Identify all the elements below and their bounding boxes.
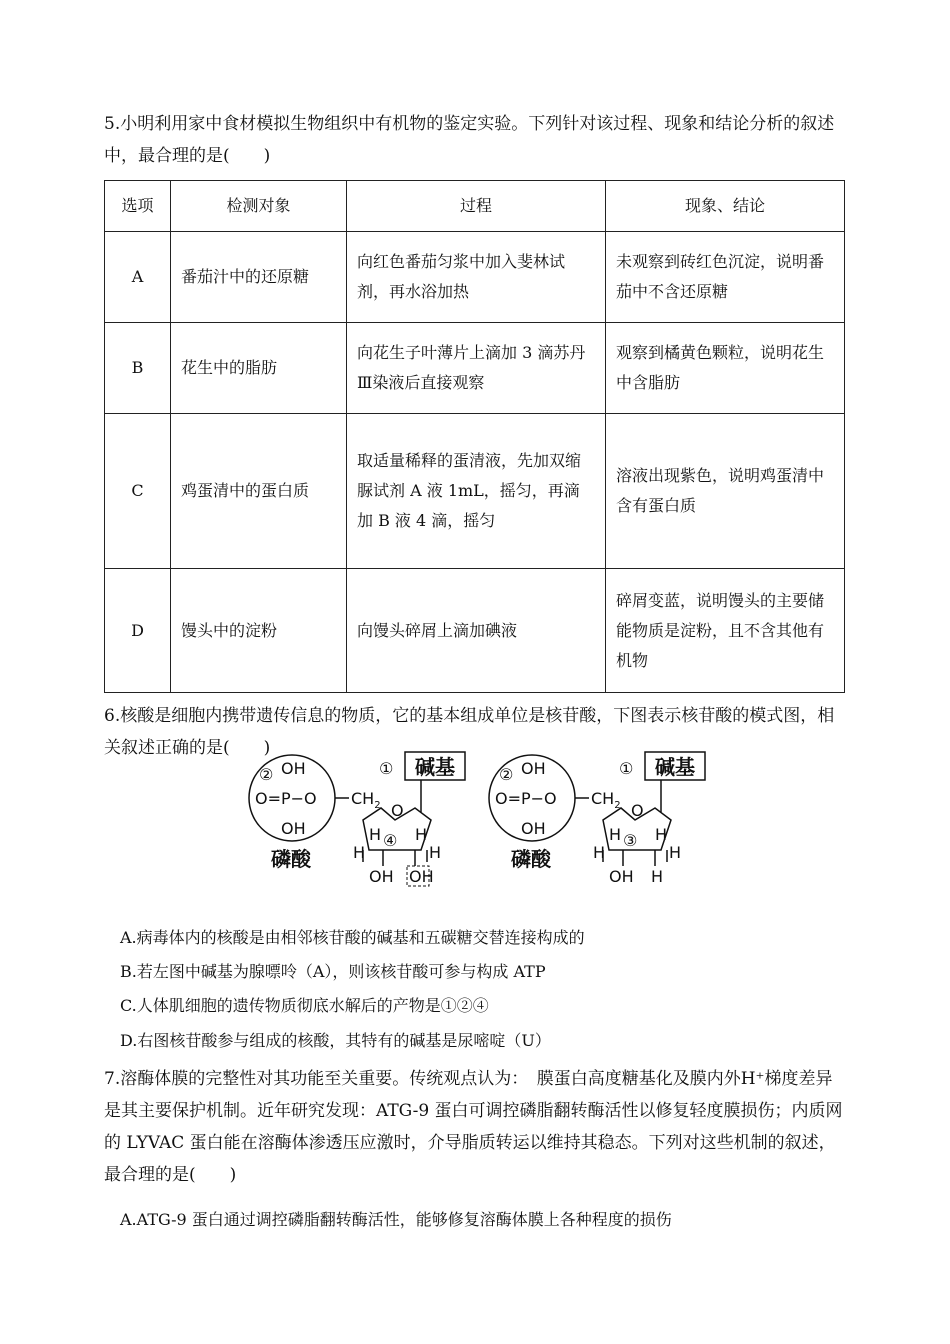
row-object: 馒头中的淀粉 <box>171 569 347 693</box>
row-process: 向馒头碎屑上滴加碘液 <box>347 569 606 693</box>
row-option: D <box>105 569 171 693</box>
row-result: 未观察到砖红色沉淀，说明番茄中不含还原糖 <box>606 232 845 323</box>
label-1: ① <box>379 759 394 778</box>
header-process: 过程 <box>347 181 606 232</box>
nucleotide-diagram <box>245 750 715 890</box>
phosphate-label: 磷酸 <box>511 847 551 871</box>
q7-option-a: A.ATG-9 蛋白通过调控磷脂翻转酶活性，能够修复溶酶体膜上各种程度的损伤 <box>120 1210 672 1229</box>
base-label: 碱基 <box>415 755 455 779</box>
base-label: 碱基 <box>655 755 695 779</box>
h-atom: H <box>593 843 606 862</box>
h-atom: H <box>369 825 382 844</box>
row-result: 碎屑变蓝，说明馒头的主要储能物质是淀粉，且不含其他有机物 <box>606 569 845 693</box>
ch2-group: $CH_2$ <box>351 789 381 811</box>
phos-middle: O=P−O <box>255 789 317 808</box>
phos-oh-top: OH <box>521 759 546 778</box>
oh-group: OH <box>409 867 434 886</box>
h-atom: H <box>669 843 682 862</box>
label-3: ③ <box>623 831 638 850</box>
row-result: 溶液出现紫色，说明鸡蛋清中含有蛋白质 <box>606 414 845 569</box>
table-header-row <box>105 181 845 232</box>
h-atom: H <box>655 825 668 844</box>
q5-table <box>104 180 845 693</box>
table-row <box>105 323 845 414</box>
row-option: B <box>105 323 171 414</box>
label-2: ② <box>259 765 274 784</box>
label-1: ① <box>619 759 634 778</box>
phosphate-label: 磷酸 <box>271 847 311 871</box>
right-nucleotide <box>489 752 705 886</box>
h-atom: H <box>415 825 428 844</box>
ring-oxygen: O <box>631 801 644 820</box>
row-option: C <box>105 414 171 569</box>
phos-middle: O=P−O <box>495 789 557 808</box>
phos-oh-top: OH <box>281 759 306 778</box>
oh-group: OH <box>609 867 634 886</box>
oh-group: OH <box>369 867 394 886</box>
header-result: 现象、结论 <box>606 181 845 232</box>
ring-oxygen: O <box>391 801 404 820</box>
row-process: 向红色番茄匀浆中加入斐林试剂，再水浴加热 <box>347 232 606 323</box>
q7-stem: 7.溶酶体膜的完整性对其功能至关重要。传统观点认为： 膜蛋白高度糖基化及膜内外H⁺梯度差异是其主要保护机制。近年研究发现：ATG-9 蛋白可调控磷脂翻转酶活性以修复轻度膜损伤；内质网的 LYVAC 蛋白能在溶酶体渗透压应激时，介导脂质转运以维持其稳态。下列对这些机制的叙述，最合理的是( ) <box>104 1069 843 1185</box>
phos-oh-bottom: OH <box>521 819 546 838</box>
row-object: 鸡蛋清中的蛋白质 <box>171 414 347 569</box>
h-atom: H <box>429 843 442 862</box>
row-object: 花生中的脂肪 <box>171 323 347 414</box>
row-object: 番茄汁中的还原糖 <box>171 232 347 323</box>
q5-stem: 5.小明利用家中食材模拟生物组织中有机物的鉴定实验。下列针对该过程、现象和结论分析的叙述中，最合理的是( ) <box>104 114 835 166</box>
phos-oh-bottom: OH <box>281 819 306 838</box>
left-nucleotide <box>249 752 465 886</box>
label-4: ④ <box>383 831 398 850</box>
row-option: A <box>105 232 171 323</box>
row-process: 取适量稀释的蛋清液，先加双缩脲试剂 A 液 1mL，摇匀，再滴加 B 液 4 滴，摇匀 <box>347 414 606 569</box>
ch2-group: $CH_2$ <box>591 789 621 811</box>
q6-option-b: B.若左图中碱基为腺嘌呤（A），则该核苷酸可参与构成 ATP <box>120 962 546 981</box>
h-atom: H <box>651 867 664 886</box>
header-option: 选项 <box>105 181 171 232</box>
table-row <box>105 232 845 323</box>
row-process: 向花生子叶薄片上滴加 3 滴苏丹Ⅲ染液后直接观察 <box>347 323 606 414</box>
q6-stem: 6.核酸是细胞内携带遗传信息的物质，它的基本组成单位是核苷酸，下图表示核苷酸的模式图，相关叙述正确的是( ) <box>104 706 835 758</box>
q6-option-d: D.右图核苷酸参与组成的核酸，其特有的碱基是尿嘧啶（U） <box>120 1031 551 1050</box>
h-atom: H <box>609 825 622 844</box>
label-2: ② <box>499 765 514 784</box>
table-row <box>105 569 845 693</box>
row-result: 观察到橘黄色颗粒，说明花生中含脂肪 <box>606 323 845 414</box>
q6-option-a: A.病毒体内的核酸是由相邻核苷酸的碱基和五碳糖交替连接构成的 <box>120 928 585 947</box>
q6-option-c: C.人体肌细胞的遗传物质彻底水解后的产物是①②④ <box>120 996 489 1015</box>
table-row <box>105 414 845 569</box>
h-atom: H <box>353 843 366 862</box>
header-object: 检测对象 <box>171 181 347 232</box>
